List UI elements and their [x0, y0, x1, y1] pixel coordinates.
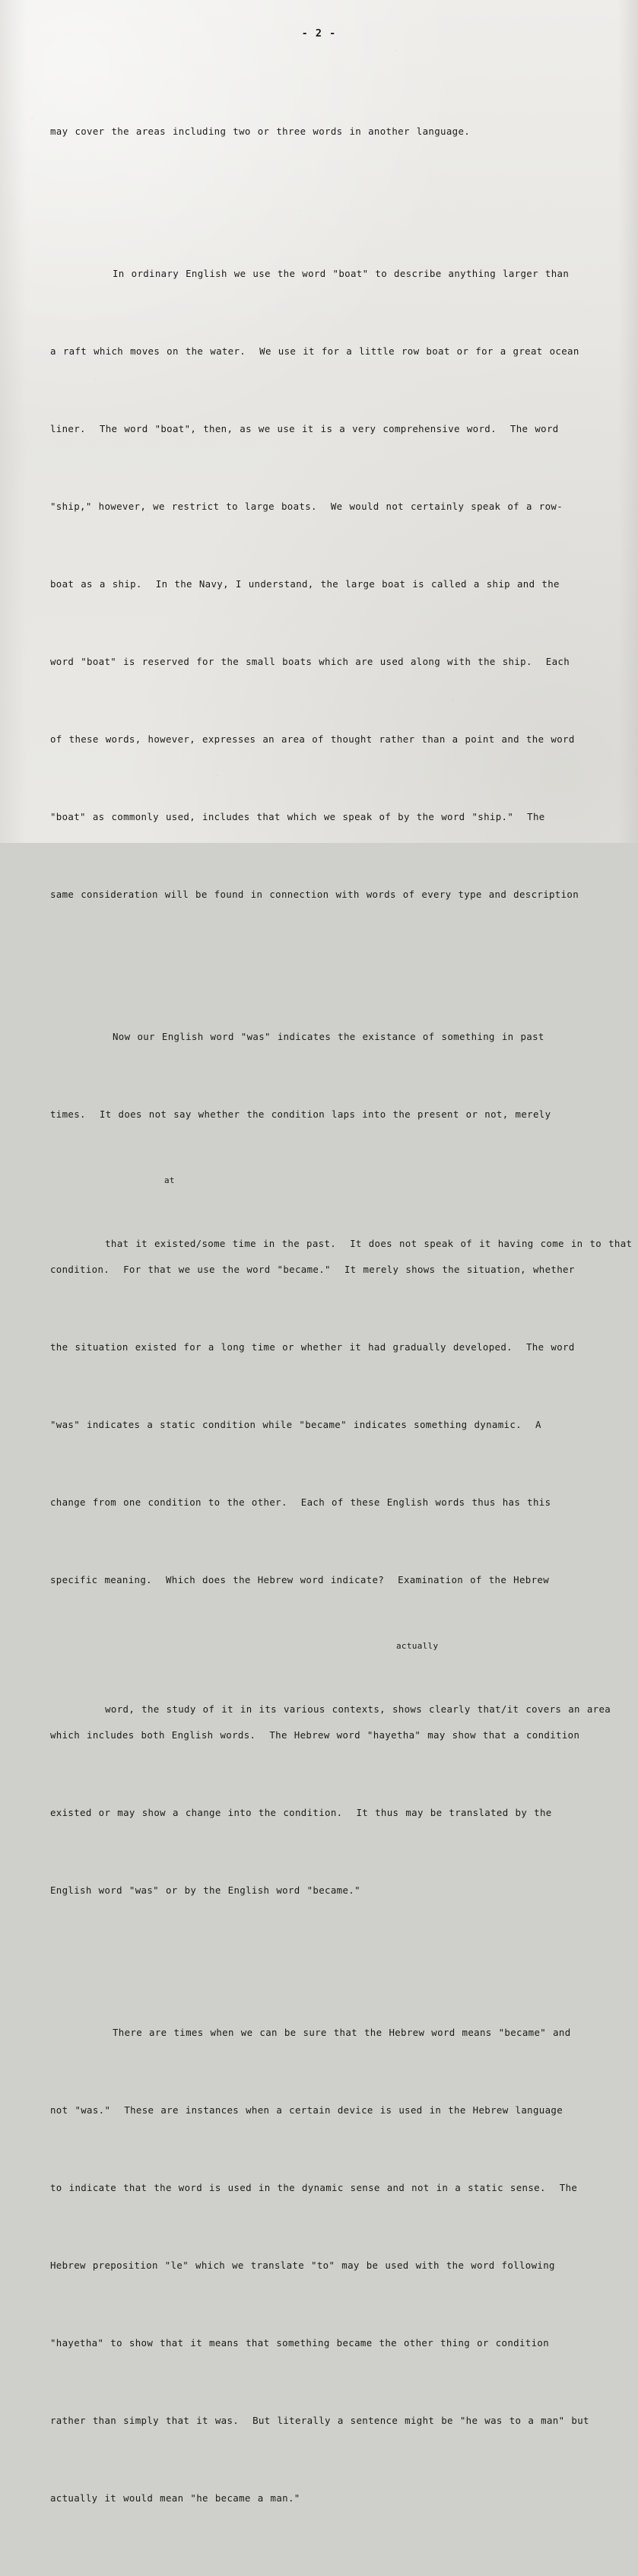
text-line: a raft which moves on the water. We use it for a little row boat or for a great ocean: [50, 345, 579, 357]
paragraph: [50, 67, 595, 196]
text-line: "hayetha" to show that it means that something became the other thing or condition: [50, 2337, 550, 2349]
text-line: "boat" as commonly used, includes that which we speak of by the word "ship." The: [50, 811, 545, 822]
text-line: specific meaning. Which does the Hebrew word indicate? Examination of the Hebrew: [50, 1574, 550, 1585]
paragraph: [50, 972, 633, 1955]
text-line: to indicate that the word is used in the dynamic sense and not in a static sense. The: [50, 2182, 578, 2193]
text-line: of these words, however, expresses an area of thought rather than a point and the word: [50, 733, 575, 745]
paragraph: [50, 209, 595, 959]
text-line: existed or may show a change into the condition. It thus may be translated by the: [50, 1807, 552, 1818]
text-line: rather than simply that it was. But literally a sentence might be "he was to a man" but: [50, 2415, 589, 2426]
text-line: which includes both English words. The Hebrew word "hayetha" may show that a condition: [50, 1729, 580, 1741]
text-line: "ship," however, we restrict to large boats. We would not certainly speak of a row-: [50, 501, 563, 512]
page-right-shading: [618, 0, 638, 843]
text-line: times. It does not say whether the condition laps into the present or not, merely: [50, 1108, 551, 1120]
paragraph: [50, 1968, 595, 2563]
text-line: liner. The word "boat", then, as we use it is a very comprehensive word. The word: [50, 423, 559, 434]
page-left-shading: [0, 0, 26, 843]
handwritten-insertion-at: at: [164, 1175, 175, 1185]
text-line: word, the study of it in its various contexts, shows clearly that/it covers an area: [105, 1703, 611, 1715]
text-line: word "boat" is reserved for the small boats which are used along with the ship. Each: [50, 656, 570, 667]
text-line: the situation existed for a long time or whether it had gradually developed. The word: [50, 1341, 575, 1353]
text-line: not "was." These are instances when a certain device is used in the Hebrew language: [50, 2104, 563, 2116]
text-line: Now our English word "was" indicates the existance of something in past: [113, 1031, 544, 1042]
text-line: that it existed/some time in the past. It does not speak of it having come in to that: [105, 1238, 633, 1249]
text-line: There are times when we can be sure that the Hebrew word means "became" and: [113, 2027, 571, 2038]
text-line: actually it would mean "he became a man.": [50, 2492, 300, 2504]
text-line: same consideration will be found in connection with words of every type and description: [50, 889, 579, 900]
text-line: In ordinary English we use the word "boat" to describe anything larger than: [113, 268, 570, 279]
text-line-with-insertion: [50, 1175, 633, 1249]
text-line: may cover the areas including two or three words in another language.: [50, 126, 471, 137]
text-line-with-insertion: [50, 1641, 611, 1715]
text-line: change from one condition to the other. Each of these English words thus has this: [50, 1496, 551, 1508]
text-line: boat as a ship. In the Navy, I understand, the large boat is called a ship and the: [50, 578, 560, 590]
handwritten-insertion-actually: actually: [396, 1641, 439, 1651]
text-line: Hebrew preposition "le" which we translate "to" may be used with the word following: [50, 2260, 555, 2271]
text-line: condition. For that we use the word "became." It merely shows the situation, whether: [50, 1264, 575, 1275]
text-line: "was" indicates a static condition while "became" indicates something dynamic. A: [50, 1419, 541, 1430]
page-number: - 2 -: [301, 27, 337, 40]
text-line: English word "was" or by the English word "became.": [50, 1884, 360, 1896]
document-body: [50, 67, 633, 2576]
